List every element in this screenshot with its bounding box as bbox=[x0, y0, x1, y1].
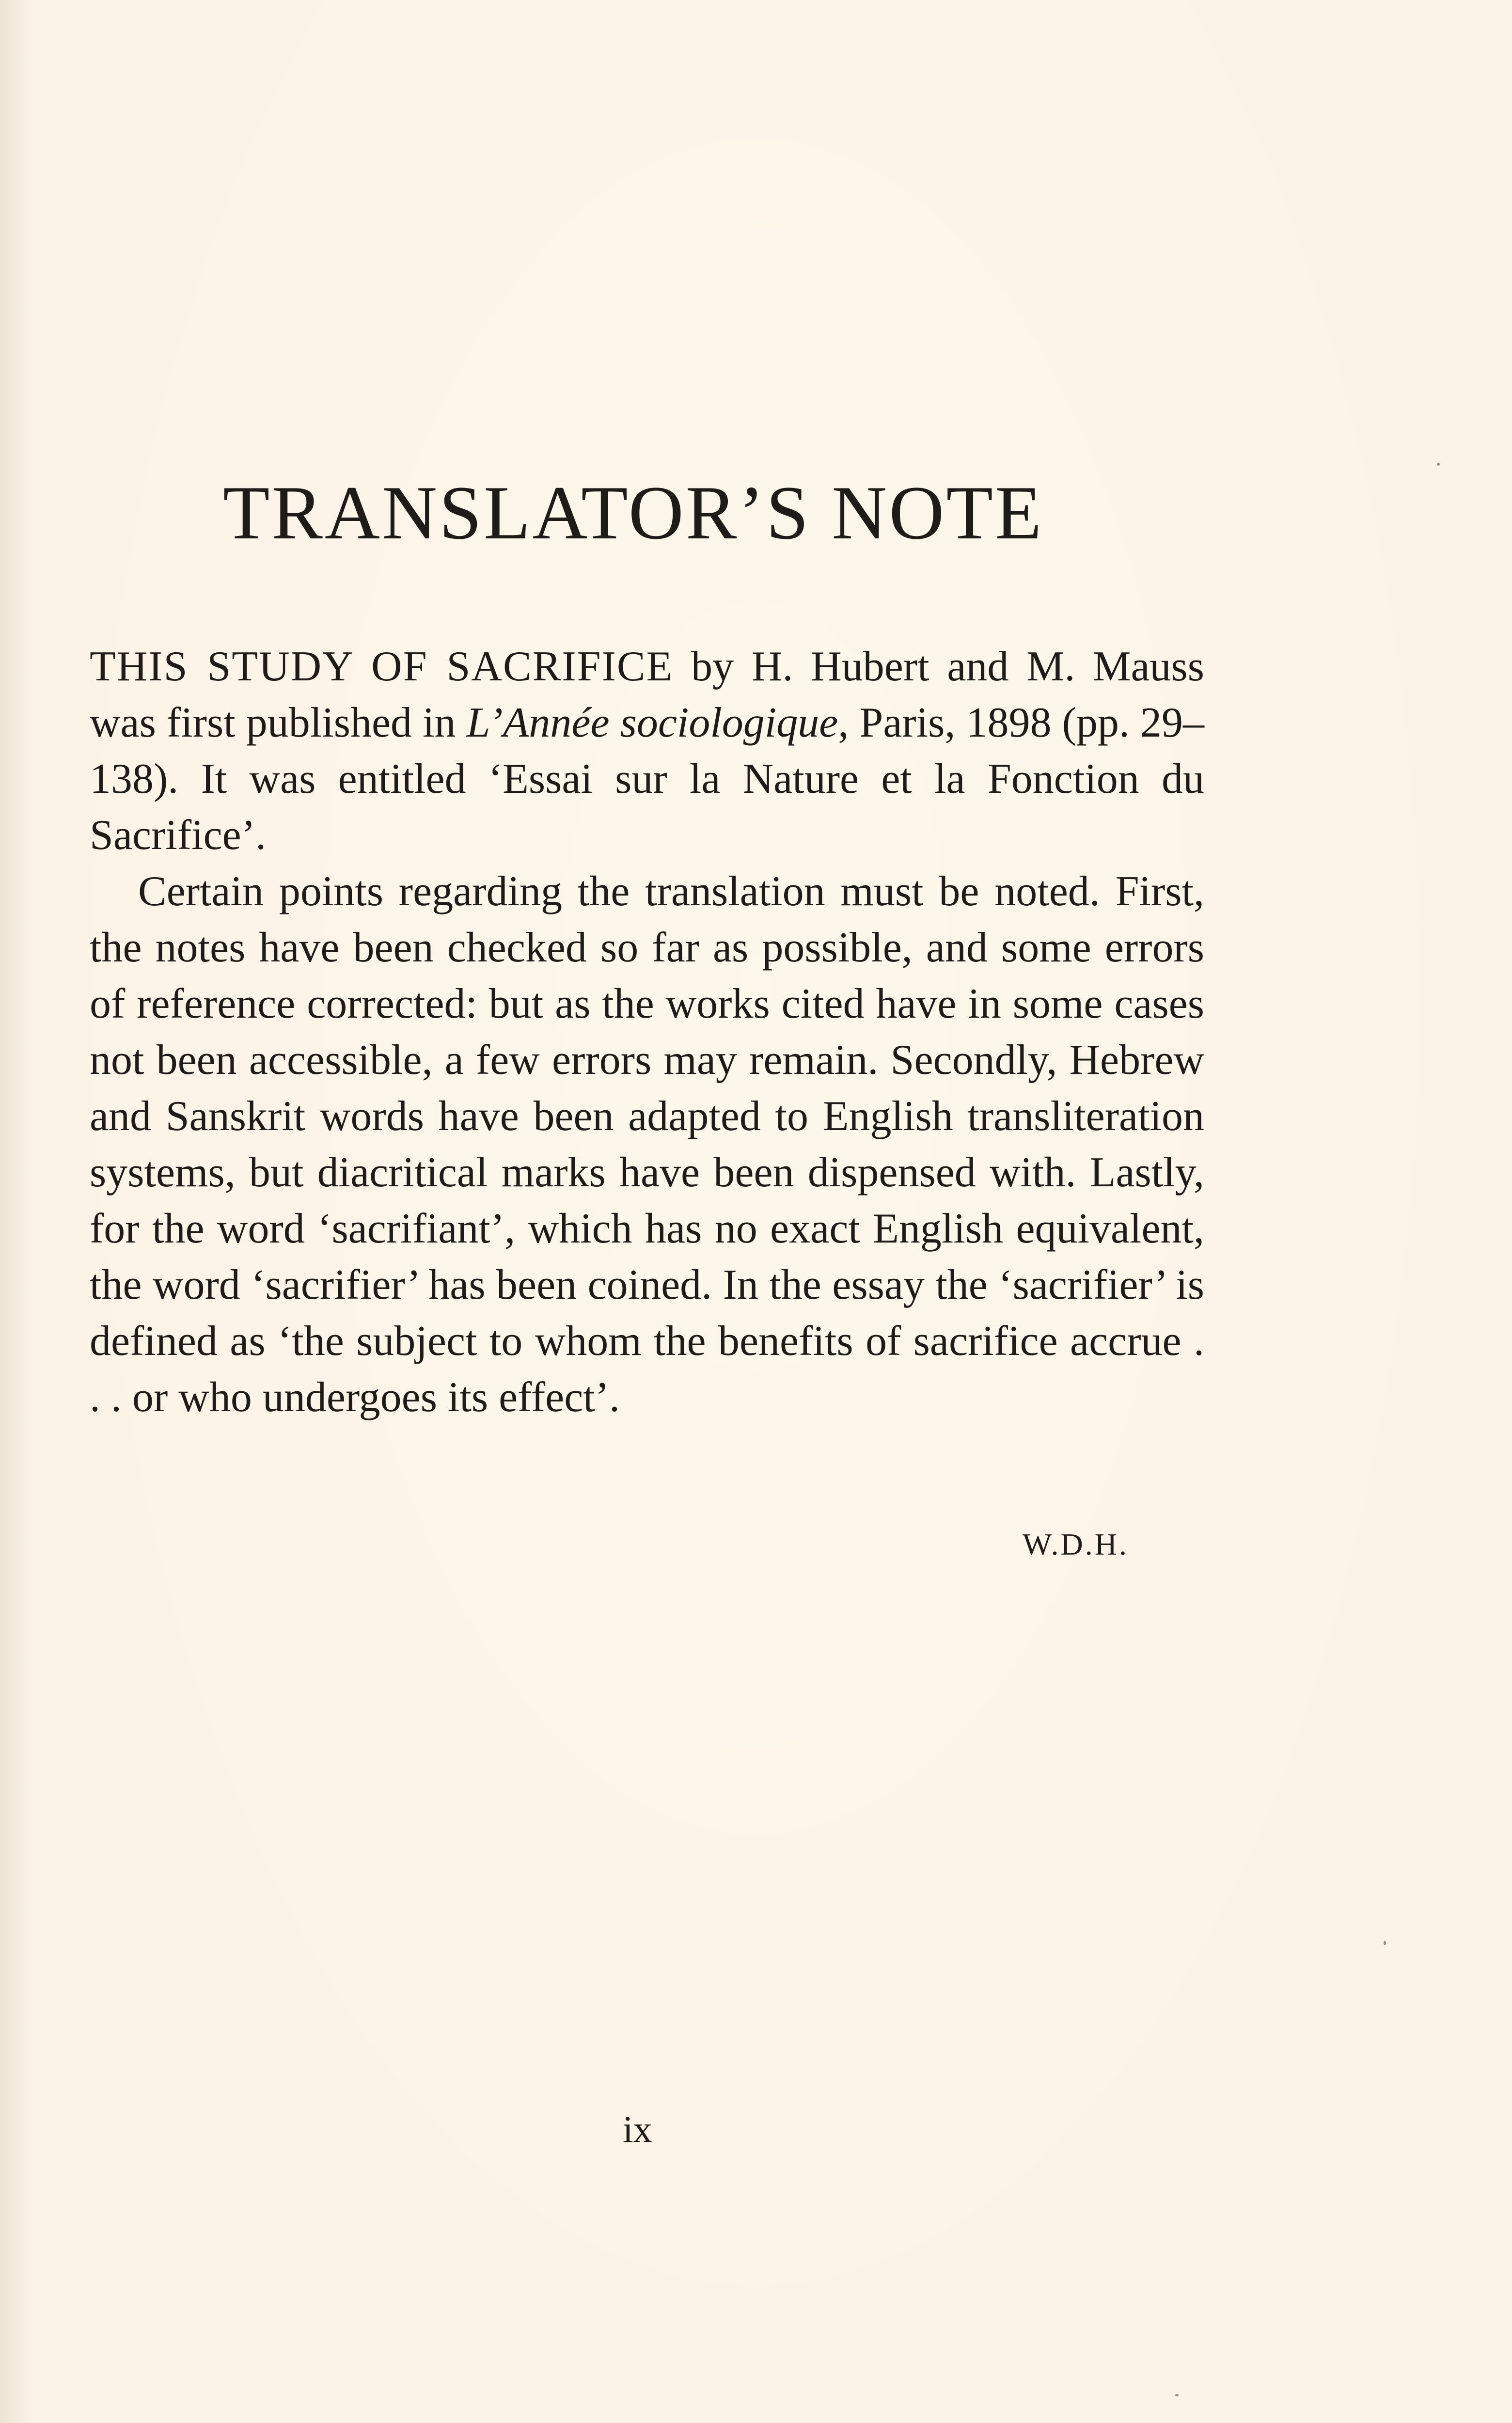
paper-speck bbox=[1175, 2394, 1179, 2396]
note-body bbox=[90, 639, 1204, 1426]
journal-title: L’Année sociologique bbox=[466, 699, 838, 746]
paper-speck bbox=[1437, 463, 1440, 466]
page-number: ix bbox=[623, 2108, 652, 2150]
paragraph-2: Certain points regarding the translation must be noted. First, the notes have been checked so far as possible, and some errors of reference corrected: but as the works cited have in some cases not been accessible, a few errors may remain. Secondly, Hebrew and Sanskrit words have been adapted to English transliteration systems, but diacritical marks have been dispensed with. Lastly, for the word ‘sacrifiant’, which has no exact English equivalent, the word ‘sacrifier’ has been coined. In the essay the ‘sacrifier’ is defined as ‘the subject to whom the benefits of sacrifice accrue . . . or who undergoes its effect’. bbox=[90, 868, 1204, 1421]
paper-speck bbox=[1384, 1941, 1386, 1945]
paragraph-1-lead-in: THIS STUDY OF SACRIFICE bbox=[90, 643, 674, 690]
paragraph-1-text-a: by H. Hubert and M. Mauss was first published in bbox=[90, 643, 1205, 746]
page-title: TRANSLATOR’S NOTE bbox=[223, 471, 1044, 555]
translator-initials: W.D.H. bbox=[1023, 1527, 1129, 1561]
paragraph-1 bbox=[90, 639, 1204, 864]
paragraph-1-text-b: , Paris, 1898 (pp. 29–138). It was entitled ‘Essai sur la Nature et la Fonction du Sacrifice’. bbox=[90, 699, 1205, 859]
